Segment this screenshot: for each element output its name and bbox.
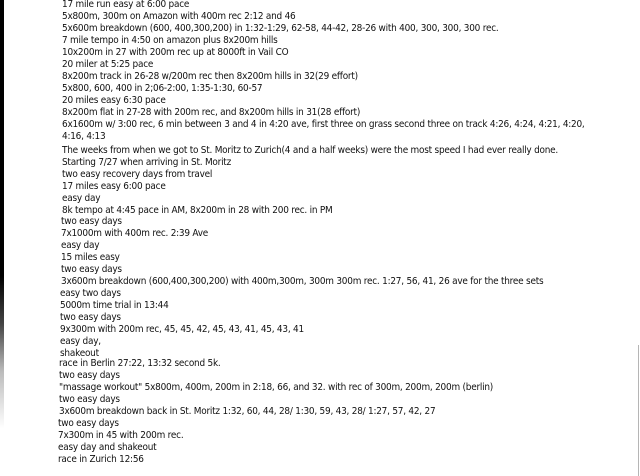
log-line: 5x800, 600, 400 in 2;06-2:00, 1:35-1:30, 60-57 <box>62 83 263 94</box>
log-line: easy day <box>61 240 100 251</box>
log-line: 9x300m with 200m rec, 45, 45, 42, 45, 43, 41, 45, 43, 41 <box>60 324 304 335</box>
log-line: 20 miles easy 6:30 pace <box>62 95 166 106</box>
log-line: 8k tempo at 4:45 pace in AM, 8x200m in 28 with 200 rec. in PM <box>62 205 333 216</box>
log-line: "massage workout" 5x800m, 400m, 200m in 2:18, 66, and 32. with rec of 300m, 200m, 200m (berlin) <box>59 382 494 393</box>
log-line: 8x200m track in 26-28 w/200m rec then 8x200m hills in 32(29 effort) <box>62 71 358 82</box>
log-line: easy day and shakeout <box>58 442 157 453</box>
log-line: two easy days <box>59 394 120 405</box>
log-line: 3x600m breakdown (600,400,300,200) with 400m,300m, 300m 300m rec. 1:27, 56, 41, 26 ave for the three sets <box>61 276 544 287</box>
log-line: 7x1000m with 400m rec. 2:39 Ave <box>61 228 209 239</box>
log-line: two easy days <box>59 370 120 381</box>
log-line: 15 miles easy <box>61 252 120 263</box>
log-line: 17 mile run easy at 6:00 pace <box>62 0 190 10</box>
log-line: 20 miler at 5:25 pace <box>62 59 154 70</box>
log-line: two easy recovery days from travel <box>62 169 213 180</box>
log-line: easy day, <box>60 336 101 347</box>
log-line: 3x600m breakdown back in St. Moritz 1:32, 60, 44, 28/ 1:30, 59, 43, 28/ 1:27, 57, 42, 27 <box>59 406 436 417</box>
log-line: 7 mile tempo in 4:50 on amazon plus 8x200m hills <box>62 35 278 46</box>
log-line: easy day <box>62 193 101 204</box>
log-line: easy two days <box>60 288 121 299</box>
summary-heading: The weeks from when we got to St. Moritz to Zurich(4 and a half weeks) were the most speed I had ever really done. <box>62 145 559 156</box>
log-line: 4:16, 4:13 <box>62 131 106 142</box>
log-line: 7x300m in 45 with 200m rec. <box>58 430 184 441</box>
log-line: two easy days <box>60 312 121 323</box>
log-line: 6x1600m w/ 3:00 rec, 6 min between 3 and 4 in 4:20 ave, first three on grass second three on track 4:26, 4:24, 4:21, 4:20, <box>62 119 585 130</box>
log-line: 17 miles easy 6:00 pace <box>62 181 166 192</box>
log-line: two easy days <box>58 418 119 429</box>
log-line: shakeout <box>60 348 99 359</box>
log-line: two easy days <box>61 264 122 275</box>
log-line: 5000m time trial in 13:44 <box>60 300 169 311</box>
log-line: Starting 7/27 when arriving in St. Moritz <box>62 157 232 168</box>
log-line: race in Berlin 27:22, 13:32 second 5k. <box>59 358 221 369</box>
log-line: 8x200m flat in 27-28 with 200m rec, and 8x200m hills in 31(28 effort) <box>62 107 361 118</box>
log-line: two easy days <box>61 216 122 227</box>
log-line: 10x200m in 27 with 200m rec up at 8000ft in Vail CO <box>62 47 289 58</box>
log-line: race in Zurich 12:56 <box>58 454 144 465</box>
log-line: 5x600m breakdown (600, 400,300,200) in 1:32-1:29, 62-58, 44-42, 28-26 with 400, 300, 300, 300 rec. <box>62 23 499 34</box>
log-line: 5x800m, 300m on Amazon with 400m rec 2:12 and 46 <box>62 11 296 22</box>
